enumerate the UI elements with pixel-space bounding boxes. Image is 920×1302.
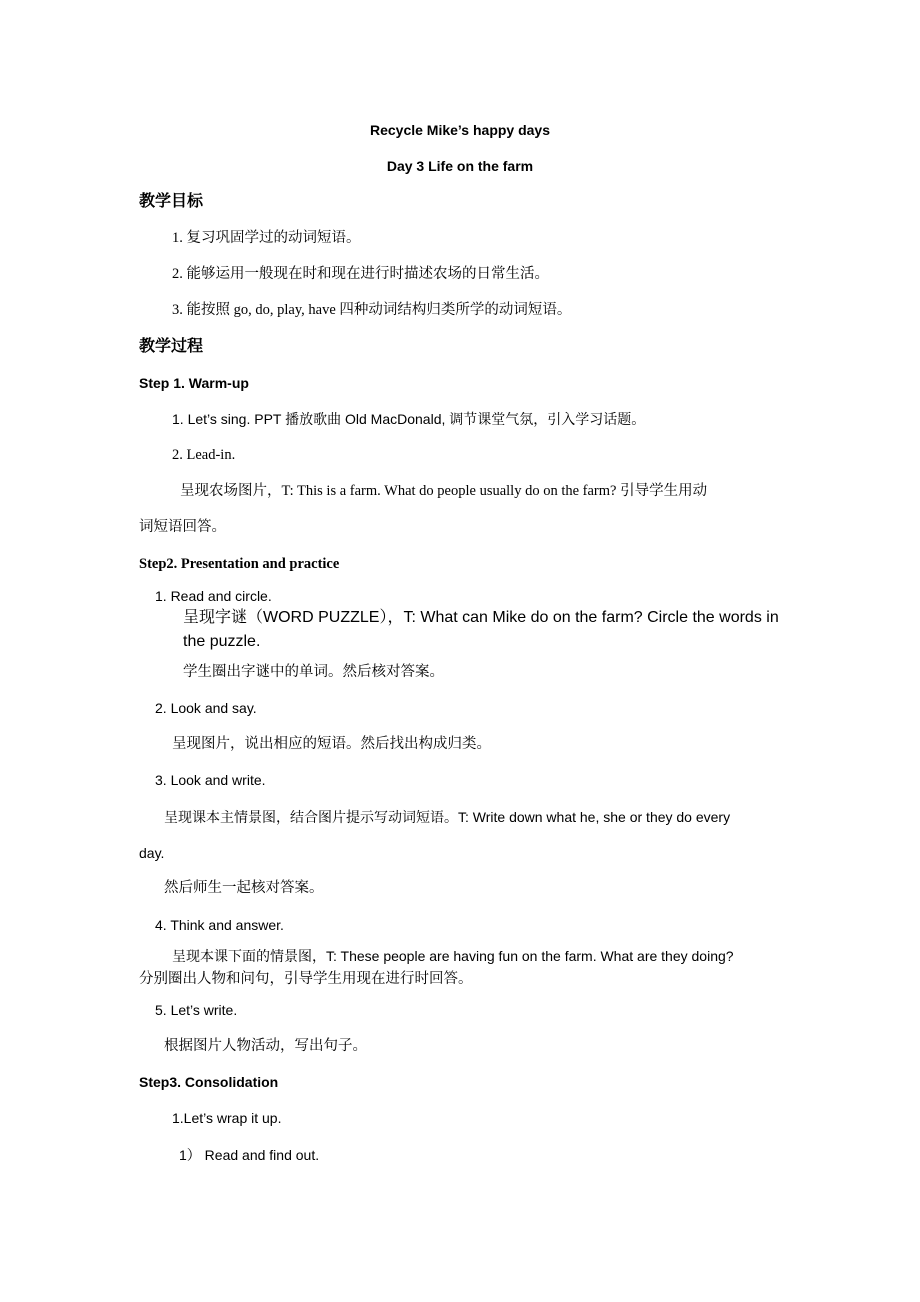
step2-heading: Step2. Presentation and practice	[139, 556, 340, 572]
step2-look-say: 2. Look and say.	[155, 700, 257, 716]
objective-item: 3. 能按照 go, do, play, have 四种动词结构归类所学的动词短语。	[172, 302, 572, 318]
step1-leadin-text: 呈现农场图片，T: This is a farm. What do people usually do on the farm? 引导学生用动	[180, 483, 708, 499]
step2-read-circle: 1. Read and circle.	[155, 588, 272, 604]
step2-look-write-text: 然后师生一起核对答案。	[164, 880, 324, 896]
step2-write-text: 根据图片人物活动，写出句子。	[164, 1038, 367, 1054]
step1-leadin-text: 词短语回答。	[139, 519, 226, 535]
step2-write: 5. Let’s write.	[155, 1002, 238, 1018]
step2-think: 4. Think and answer.	[155, 917, 284, 933]
step2-puzzle-text: the puzzle.	[183, 633, 261, 650]
step2-think-text: 呈现本课下面的情景图，T: These people are having fun on the farm. What are they doing?	[172, 948, 734, 964]
step2-puzzle-text: 呈现字谜（WORD PUZZLE），T: What can Mike do on the farm? Circle the words in	[183, 609, 779, 626]
step1-sing: 1. Let’s sing. PPT 播放歌曲 Old MacDonald, 调节课堂气氛，引入学习话题。	[172, 411, 646, 427]
step1-heading: Step 1. Warm-up	[139, 375, 249, 391]
objective-item: 1. 复习巩固学过的动词短语。	[172, 230, 361, 246]
step2-look-write: 3. Look and write.	[155, 772, 266, 788]
step2-look-say-text: 呈现图片，说出相应的短语。然后找出构成归类。	[172, 736, 491, 752]
step3-find: 1） Read and find out.	[179, 1147, 320, 1163]
step3-heading: Step3. Consolidation	[139, 1074, 279, 1090]
step2-look-write-text: day.	[139, 845, 165, 861]
objective-item: 2. 能够运用一般现在时和现在进行时描述农场的日常生活。	[172, 266, 549, 282]
document-title: Recycle Mike’s happy days	[369, 122, 551, 138]
process-heading: 教学过程	[139, 338, 204, 355]
step2-think-text: 分别圈出人物和问句，引导学生用现在进行时回答。	[139, 971, 473, 987]
step2-look-write-text: 呈现课本主情景图，结合图片提示写动词短语。T: Write down what he, she or they do every	[164, 809, 731, 825]
document-subtitle: Day 3 Life on the farm	[386, 158, 534, 174]
step3-wrap: 1.Let’s wrap it up.	[172, 1110, 282, 1126]
step1-leadin: 2. Lead-in.	[172, 447, 236, 463]
step2-puzzle-text: 学生圈出字谜中的单词。然后核对答案。	[183, 664, 444, 680]
objectives-heading: 教学目标	[139, 193, 204, 210]
